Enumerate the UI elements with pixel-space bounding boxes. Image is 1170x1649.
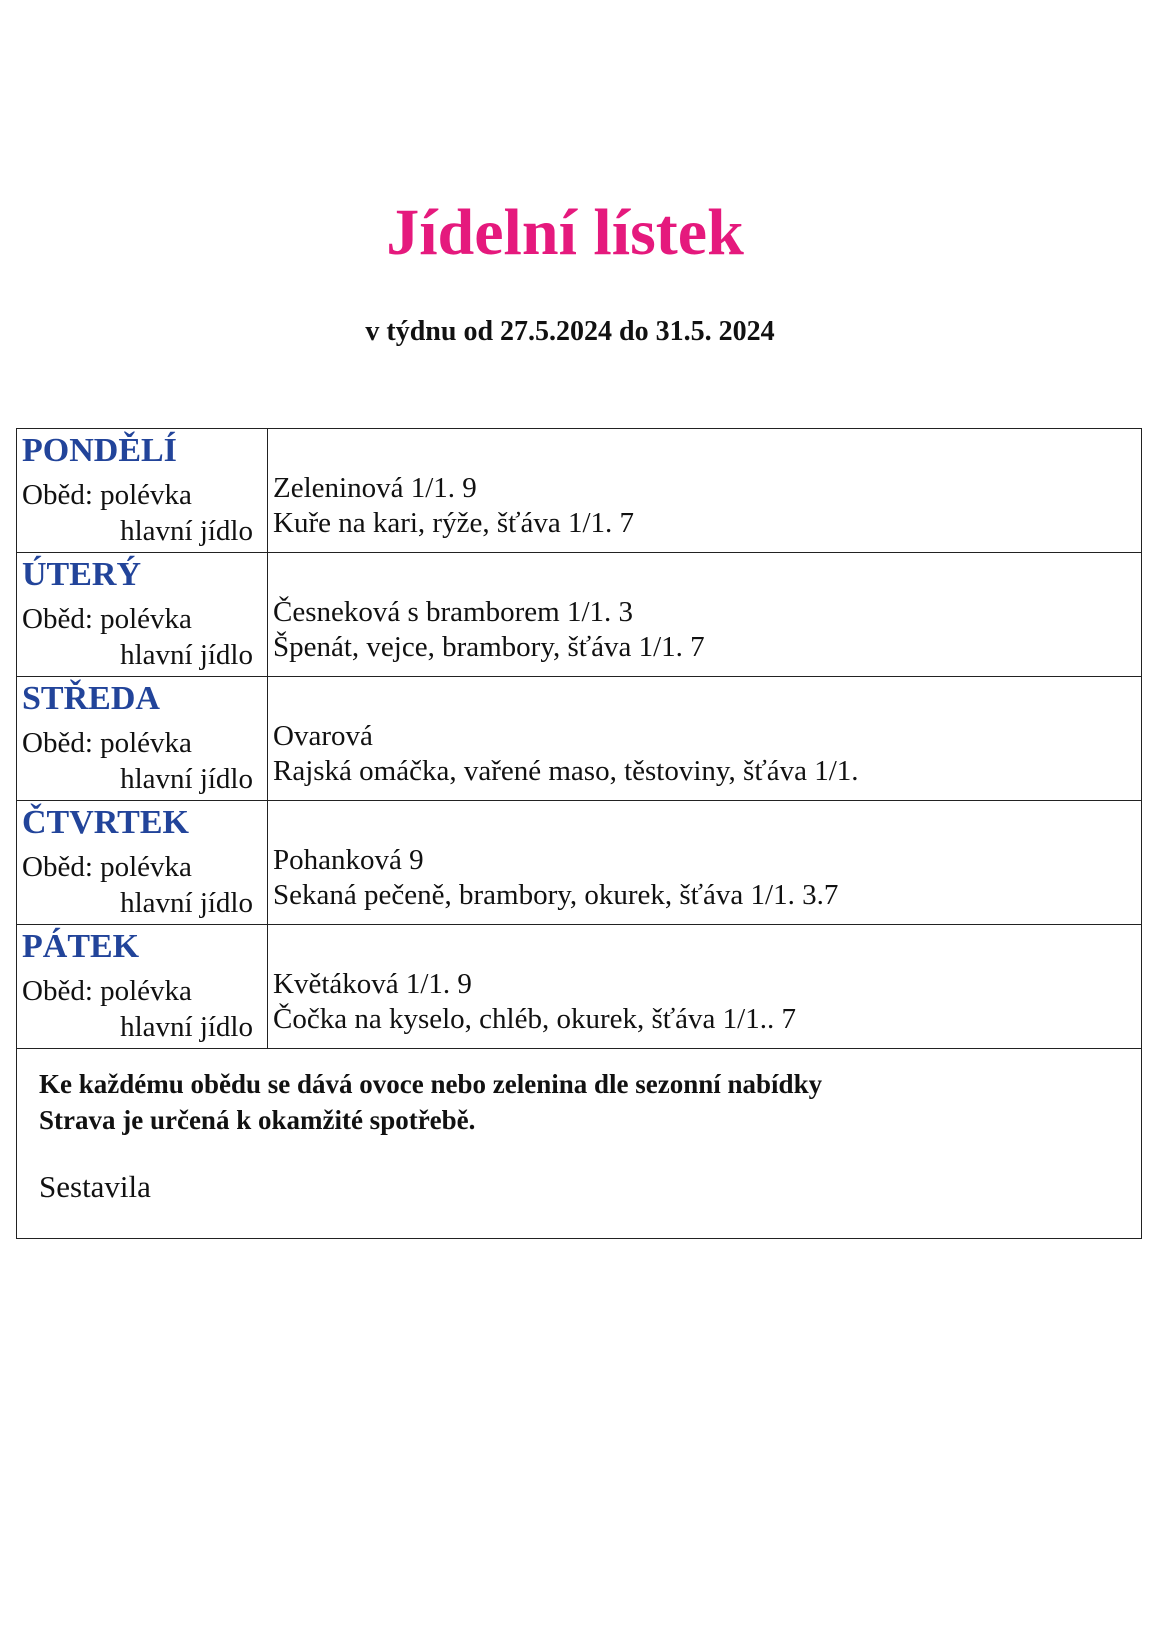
soup-label: Oběd: polévka: [22, 851, 192, 883]
day-menu-cell: [268, 553, 1142, 676]
day-label-cell: [16, 677, 268, 800]
main-label: hlavní jídlo: [120, 515, 253, 547]
week-range: v týdnu od 27.5.2024 do 31.5. 2024: [365, 316, 775, 347]
soup-label: Oběd: polévka: [22, 479, 192, 511]
day-name: ÚTERÝ: [22, 556, 142, 593]
day-label-cell: [16, 553, 268, 676]
main-dish: Čočka na kyselo, chléb, okurek, šťáva 1/1.. 7: [273, 1003, 796, 1035]
signature-label: Sestavila: [39, 1169, 151, 1204]
day-row-monday: [16, 428, 1142, 552]
main-dish: Rajská omáčka, vařené maso, těstoviny, šťáva 1/1.: [273, 755, 859, 787]
fruit-note: Ke každému obědu se dává ovoce nebo zelenina dle sezonní nabídky: [39, 1069, 823, 1099]
main-label: hlavní jídlo: [120, 639, 253, 671]
day-name: PONDĚLÍ: [22, 432, 177, 469]
consumption-note: Strava je určená k okamžité spotřebě.: [39, 1105, 476, 1135]
day-name: STŘEDA: [22, 680, 160, 717]
day-name: ČTVRTEK: [22, 804, 189, 841]
main-label: hlavní jídlo: [120, 887, 253, 919]
day-menu-cell: [268, 429, 1142, 552]
day-menu-cell: [268, 677, 1142, 800]
day-label-cell: [16, 429, 268, 552]
day-row-friday: [16, 924, 1142, 1048]
soup-dish: Pohanková 9: [273, 844, 424, 876]
soup-dish: Květáková 1/1. 9: [273, 968, 472, 1000]
main-label: hlavní jídlo: [120, 763, 253, 795]
soup-label: Oběd: polévka: [22, 975, 192, 1007]
soup-dish: Zeleninová 1/1. 9: [273, 472, 477, 504]
day-name: PÁTEK: [22, 928, 140, 965]
day-row-wednesday: [16, 676, 1142, 800]
main-dish: Sekaná pečeně, brambory, okurek, šťáva 1/1. 3.7: [273, 879, 839, 911]
soup-dish: Česneková s bramborem 1/1. 3: [273, 596, 634, 628]
menu-table: [16, 428, 1142, 1239]
day-label-cell: [16, 925, 268, 1048]
day-menu-cell: [268, 925, 1142, 1048]
soup-label: Oběd: polévka: [22, 727, 192, 759]
day-label-cell: [16, 801, 268, 924]
page-title: Jídelní lístek: [386, 196, 744, 269]
day-row-tuesday: [16, 552, 1142, 676]
soup-label: Oběd: polévka: [22, 603, 192, 635]
main-label: hlavní jídlo: [120, 1011, 253, 1043]
footer-notes: [16, 1048, 1142, 1239]
main-dish: Kuře na kari, rýže, šťáva 1/1. 7: [273, 507, 635, 539]
day-row-thursday: [16, 800, 1142, 924]
day-menu-cell: [268, 801, 1142, 924]
soup-dish: Ovarová: [273, 720, 373, 752]
main-dish: Špenát, vejce, brambory, šťáva 1/1. 7: [273, 631, 705, 663]
